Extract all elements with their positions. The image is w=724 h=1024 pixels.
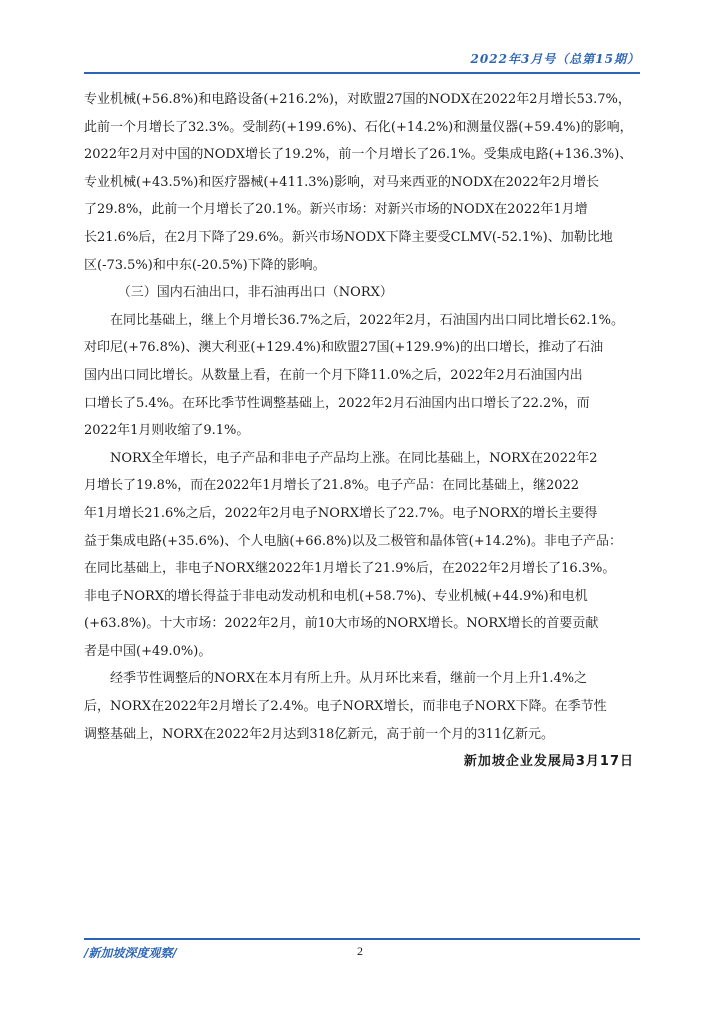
text-line: 在同比基础上，继上个月增长36.7%之后，2022年2月，石油国内出口同比增长62.1%。: [110, 312, 624, 328]
text-line: 非电子NORX的增长得益于非电动发动机和电机(+58.7%)、专业机械(+44.9%)和电机: [84, 588, 588, 604]
signature: 新加坡企业发展局3月17日: [463, 754, 634, 770]
text-line: 调整基础上，NORX在2022年2月达到318亿新元，高于前一个月的311亿新元。: [84, 726, 555, 742]
publication-name: /新加坡深度观察/: [84, 946, 177, 960]
text-line: 者是中国(+49.0%)。: [84, 643, 212, 659]
footer-divider: [84, 938, 640, 940]
article-body: [84, 86, 640, 776]
text-line: 对印尼(+76.8%)、澳大利亚(+129.4%)和欧盟27国(+129.9%)的出口增长，推动了石油: [84, 340, 604, 356]
text-line: 此前一个月增长了32.3%。受制药(+199.6%)、石化(+14.2%)和测量仪器(+59.4%)的影响，: [84, 119, 633, 135]
text-line: 后，NORX在2022年2月增长了2.4%。电子NORX增长，而非电子NORX下降。在季节性: [84, 699, 607, 715]
paragraph-oil-exports: [84, 307, 640, 445]
text-line: 年1月增长21.6%之后，2022年2月电子NORX增长了22.7%。电子NORX的增长主要得: [84, 505, 598, 521]
text-line: 专业机械(+56.8%)和电路设备(+216.2%)，对欧盟27国的NODX在2022年2月增长53.7%，: [84, 92, 631, 107]
text-line: 专业机械(+43.5%)和医疗器械(+411.3%)影响，对马来西亚的NODX在2022年2月增长: [84, 174, 600, 190]
text-line: 了29.8%，此前一个月增长了20.1%。新兴市场：对新兴市场的NODX在2022年1月增: [84, 202, 588, 218]
paragraph-norx-seasonal: [84, 665, 640, 748]
header-divider: [84, 72, 640, 74]
issue-header: 2022年3月号（总第15期）: [470, 52, 640, 66]
text-line: 益于集成电路(+35.6%)、个人电脑(+66.8%)以及二极管和晶体管(+14.2%)。非电子产品：: [84, 533, 623, 549]
text-line: (+63.8%)。十大市场：2022年2月，前10大市场的NORX增长。NORX增长的首要贡献: [84, 616, 599, 632]
text-line: 长21.6%后，在2月下降了29.6%。新兴市场NODX下降主要受CLMV(-52.1%)、加勒比地: [84, 229, 613, 245]
text-line: 国内出口同比增长。从数量上看，在前一个月下降11.0%之后，2022年2月石油国内出: [84, 367, 583, 383]
section-heading: （三）国内石油出口，非石油再出口（NORX）: [117, 285, 393, 301]
paragraph-nodx-markets: [84, 86, 640, 279]
paragraph-norx-growth: [84, 445, 640, 666]
text-line: 在同比基础上，非电子NORX继2022年1月增长了21.9%后，在2022年2月增长了16.3%。: [84, 561, 616, 577]
text-line: 2022年2月对中国的NODX增长了19.2%，前一个月增长了26.1%。受集成电路(+136.3%)、: [84, 147, 633, 163]
page-number: 2: [357, 944, 363, 958]
text-line: 口增长了5.4%。在环比季节性调整基础上，2022年2月石油国内出口增长了22.2%，而: [84, 395, 590, 411]
text-line: 月增长了19.8%，而在2022年1月增长了21.8%。电子产品：在同比基础上，继2022: [84, 478, 580, 494]
text-line: 区(-73.5%)和中东(-20.5%)下降的影响。: [84, 257, 326, 273]
text-line: 经季节性调整后的NORX在本月有所上升。从月环比来看，继前一个月上升1.4%之: [110, 671, 588, 687]
text-line: NORX全年增长，电子产品和非电子产品均上涨。在同比基础上，NORX在2022年2: [110, 450, 598, 466]
text-line: 2022年1月则收缩了9.1%。: [84, 423, 250, 439]
